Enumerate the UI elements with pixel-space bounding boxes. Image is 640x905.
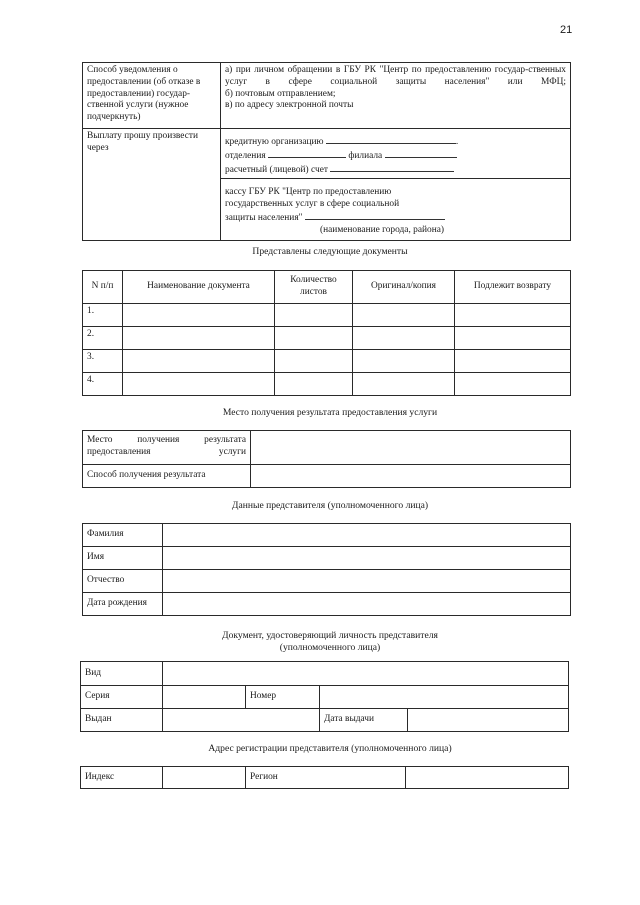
identity-title [0, 630, 640, 654]
index-field[interactable] [163, 767, 246, 789]
account-label: расчетный (лицевой) счет [225, 164, 328, 175]
notification-payment-table [82, 62, 571, 241]
notification-option-c[interactable]: в) по адресу электронной почты [225, 100, 354, 111]
cashier-line-1: кассу ГБУ РК "Центр по предоставлению [225, 187, 392, 198]
representative-table [82, 523, 571, 616]
result-method-label: Способ получения результата [83, 465, 251, 488]
original-copy-cell[interactable] [353, 327, 455, 350]
page-number: 21 [560, 24, 573, 36]
row-number: 1. [83, 304, 123, 327]
patronymic-label: Отчество [83, 570, 163, 593]
credit-org-field[interactable] [326, 135, 456, 144]
series-label: Серия [81, 686, 163, 709]
region-label: Регион [246, 767, 406, 789]
surname-label: Фамилия [83, 524, 163, 547]
row-number: 4. [83, 373, 123, 396]
doc-name-cell[interactable] [123, 373, 275, 396]
number-field[interactable] [320, 686, 569, 709]
row-number: 3. [83, 350, 123, 373]
city-field[interactable] [305, 211, 445, 220]
sheets-cell[interactable] [275, 373, 353, 396]
issue-date-field[interactable] [408, 709, 569, 732]
payment-cashier-cell [221, 179, 571, 241]
name-label: Имя [83, 547, 163, 570]
table-row [83, 304, 571, 327]
cashier-line-2: государственных услуг в сфере социальной [225, 199, 400, 209]
issued-by-label: Выдан [81, 709, 163, 732]
address-table [80, 766, 569, 789]
header-sheets: Количество листов [275, 271, 353, 304]
result-title: Место получения результата предоставления услуги [222, 407, 438, 418]
identity-title-line-1: Документ, удостоверяющий личность представителя [222, 630, 438, 641]
patronymic-field[interactable] [163, 570, 571, 593]
doc-name-cell[interactable] [123, 304, 275, 327]
branch-field[interactable] [385, 149, 457, 158]
table-row [83, 373, 571, 396]
return-cell[interactable] [455, 304, 571, 327]
surname-field[interactable] [163, 524, 571, 547]
notification-label: Способ уведомления о предоставлении (об отказе в предоставлении) государ-ственной услуги (нужное подчеркнуть) [83, 63, 221, 129]
return-cell[interactable] [455, 373, 571, 396]
header-return: Подлежит возврату [455, 271, 571, 304]
documents-table [82, 270, 571, 396]
return-cell[interactable] [455, 350, 571, 373]
cashier-line-3: защиты населения" [225, 212, 303, 223]
branch-dept-field[interactable] [268, 149, 346, 158]
header-original-copy: Оригинал/копия [353, 271, 455, 304]
kind-field[interactable] [163, 662, 569, 686]
birth-date-label: Дата рождения [83, 593, 163, 616]
payment-bank-cell: кредитную организацию . отделения филиала расчетный (лицевой) счет [221, 129, 571, 179]
notification-option-b[interactable]: б) почтовым отправлением; [225, 88, 336, 99]
issue-date-label: Дата выдачи [320, 709, 408, 732]
credit-org-label: кредитную организацию [225, 137, 324, 147]
payment-label: Выплату прошу произвести через [83, 129, 221, 241]
identity-table [80, 661, 569, 732]
table-row [83, 327, 571, 350]
identity-title-line-2: (уполномоченного лица) [279, 641, 381, 653]
branch-dept-label: отделения [225, 150, 266, 161]
header-number: N п/п [83, 271, 123, 304]
address-title: Адрес регистрации представителя (уполномоченного лица) [208, 743, 452, 754]
table-row [83, 350, 571, 373]
result-method-field[interactable] [251, 465, 571, 488]
name-field[interactable] [163, 547, 571, 570]
issued-by-field[interactable] [163, 709, 320, 732]
cashier-hint: (наименование города, района) [320, 224, 444, 235]
original-copy-cell[interactable] [353, 350, 455, 373]
series-field[interactable] [163, 686, 246, 709]
header-doc-name: Наименование документа [123, 271, 275, 304]
result-table [82, 430, 571, 488]
return-cell[interactable] [455, 327, 571, 350]
notification-options [221, 63, 571, 129]
region-field[interactable] [406, 767, 569, 789]
account-field[interactable] [330, 163, 454, 172]
birth-date-field[interactable] [163, 593, 571, 616]
representative-title: Данные представителя (уполномоченного лица) [231, 500, 429, 511]
original-copy-cell[interactable] [353, 373, 455, 396]
doc-name-cell[interactable] [123, 350, 275, 373]
sheets-cell[interactable] [275, 304, 353, 327]
documents-title: Представлены следующие документы [252, 246, 408, 257]
kind-label: Вид [81, 662, 163, 686]
doc-name-cell[interactable] [123, 327, 275, 350]
number-label: Номер [246, 686, 320, 709]
notification-option-a[interactable]: а) при личном обращении в ГБУ РК "Центр по предоставлению государ-ственных услуг в сфере социальной защиты населения" или МФЦ; [225, 65, 566, 87]
result-place-label: Место получения результата предоставления услуги [83, 431, 251, 465]
branch-label: филиала [348, 150, 383, 161]
result-place-field[interactable] [251, 431, 571, 465]
sheets-cell[interactable] [275, 350, 353, 373]
sheets-cell[interactable] [275, 327, 353, 350]
index-label: Индекс [81, 767, 163, 789]
original-copy-cell[interactable] [353, 304, 455, 327]
row-number: 2. [83, 327, 123, 350]
